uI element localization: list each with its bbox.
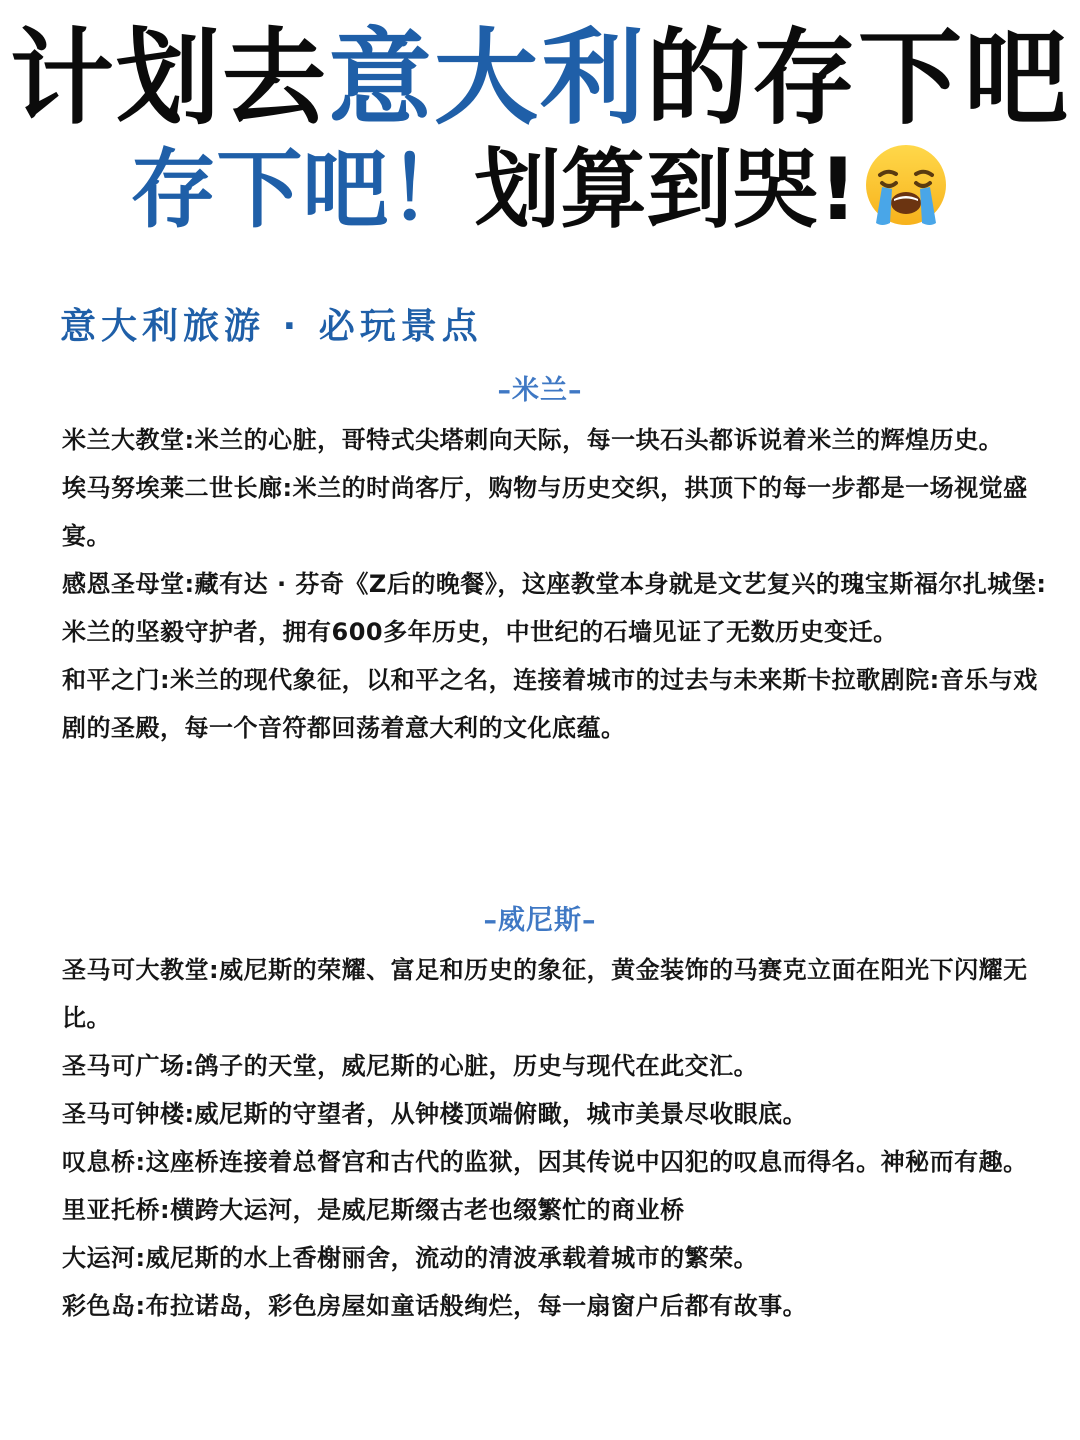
hero-line-1-highlight: 意大利: [327, 17, 646, 139]
attraction-paragraph: 大运河:威尼斯的水上香榭丽舍，流动的清波承载着城市的繁荣。: [62, 1244, 759, 1272]
attraction-paragraph: 彩色岛:布拉诺岛，彩色房屋如童话般绚烂，每一扇窗户后都有故事。: [62, 1292, 808, 1320]
hero-line-2: [0, 136, 1080, 244]
hero-line-1-part-c: 的存下吧: [646, 17, 1071, 139]
venice-attractions: [62, 946, 1047, 1330]
loudly-crying-face-icon: [862, 141, 950, 229]
hero-line-1-part-a: 计划去: [9, 17, 328, 139]
attraction-paragraph: 叹息桥:这座桥连接着总督宫和古代的监狱，因其传说中囚犯的叹息而得名。神秘而有趣。: [62, 1148, 1028, 1176]
milan-attractions: [62, 416, 1047, 752]
hero-line-1: [0, 18, 1080, 138]
milan-heading: –米兰–: [497, 375, 583, 406]
attraction-paragraph: 和平之门:米兰的现代象征，以和平之名，连接着城市的过去与未来斯卡拉歌剧院:音乐与戏剧的圣殿，每一个音符都回荡着意大利的文化底蕴。: [62, 666, 1038, 742]
attraction-paragraph: 圣马可大教堂:威尼斯的荣耀、富足和历史的象征，黄金装饰的马赛克立面在阳光下闪耀无比。: [62, 956, 1028, 1032]
section-title: 意大利旅游 · 必玩景点: [60, 306, 483, 347]
attraction-paragraph: 里亚托桥:横跨大运河，是威尼斯缀古老也缀繁忙的商业桥: [62, 1196, 685, 1224]
attraction-paragraph: 圣马可广场:鸽子的天堂，威尼斯的心脏，历史与现代在此交汇。: [62, 1052, 759, 1080]
attraction-paragraph: 感恩圣母堂:藏有达 · 芬奇《Z后的晚餐》，这座教堂本身就是文艺复兴的瑰宝斯福尔扎城堡:米兰的坚毅守护者，拥有600多年历史，中世纪的石墙见证了无数历史变迁。: [62, 570, 1047, 646]
hero-line-2-highlight: 存下吧: [130, 140, 389, 240]
venice-heading: –威尼斯–: [483, 905, 597, 936]
hero-line-2-part-c: 划算到哭!: [474, 140, 858, 240]
attraction-paragraph: 埃马努埃莱二世长廊:米兰的时尚客厅，购物与历史交织，拱顶下的每一步都是一场视觉盛宴。: [62, 474, 1028, 550]
hero-line-2-punct: ！: [388, 140, 475, 240]
attraction-paragraph: 米兰大教堂:米兰的心脏，哥特式尖塔刺向天际，每一块石头都诉说着米兰的辉煌历史。: [62, 426, 1004, 454]
attraction-paragraph: 圣马可钟楼:威尼斯的守望者，从钟楼顶端俯瞰，城市美景尽收眼底。: [62, 1100, 808, 1128]
hero-title: [0, 18, 1080, 244]
